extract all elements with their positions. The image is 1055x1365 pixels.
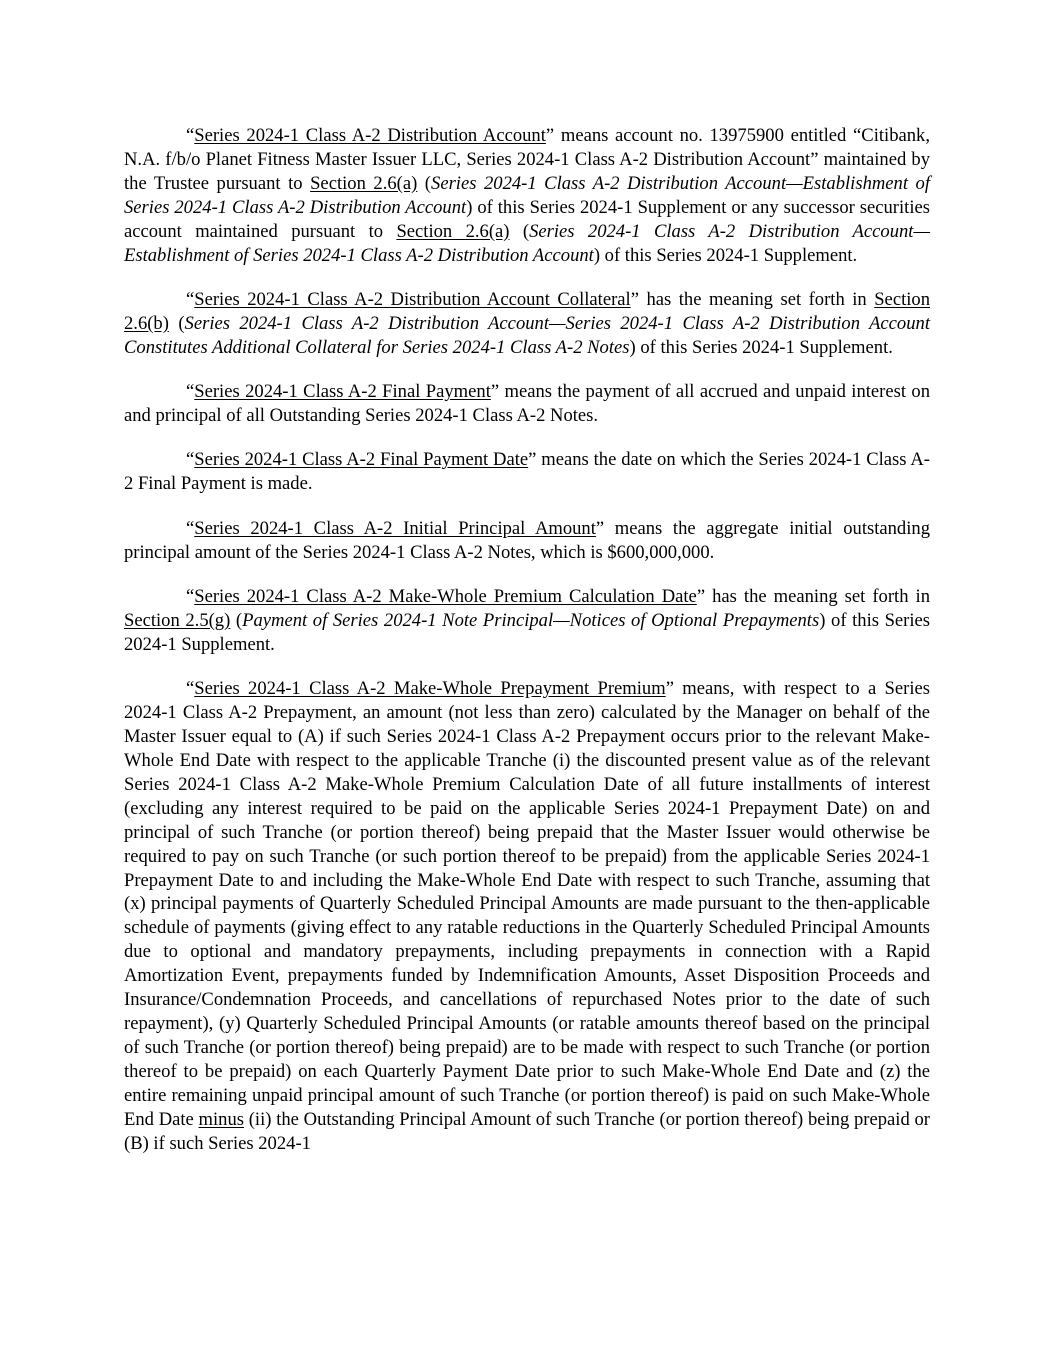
definition-paragraph [124, 677, 930, 1155]
section-reference: Section 2.6(b) [124, 288, 930, 334]
text-run: ) of this Series 2024-1 Supplement. [124, 610, 931, 655]
definition-paragraph [124, 288, 930, 360]
text-run: “ [186, 678, 195, 700]
text-run: ( [168, 312, 185, 334]
text-run: ” means account no. 13975900 entitled “Citibank, N.A. f/b/o Planet Fitness Master Issuer LLC, Series 2024-1 Class A-2 Distribution Account” maintained by the Trustee pursuant to [124, 125, 930, 194]
emphasis-term: minus [198, 1108, 244, 1130]
text-run: ” means, with respect to a Series 2024-1 Class A-2 Prepayment, an amount (not less than zero) calculated by the Manager on behalf of the Master Issuer equal to (A) if such Series 2024-1 Class A-2 Prepayment occurs prior to the relevant Make-Whole End Date with respect to the applicable Tranche (i) the discounted present value as of the relevant Series 2024-1 Class A-2 Make-Whole Premium Calculation Date of all future installments of interest (excluding any interest required to be paid on the applicable Series 2024-1 Prepayment Date) on and principal of such Tranche (or portion thereof) being prepaid that the Master Issuer would otherwise be required to pay on such Tranche (or such portion thereof to be prepaid) from the applicable Series 2024-1 Prepayment Date to and including the Make-Whole End Date with respect to such Tranche, assuming that (x) principal payments of Quarterly Scheduled Principal Amounts are made pursuant to the then-applicable schedule of payments (giving effect to any ratable reductions in the Quarterly Scheduled Principal Amounts due to optional and mandatory prepayments, including prepayments in connection with a Rapid Amortization Event, prepayments funded by Indemnification Amounts, Asset Disposition Proceeds and Insurance/Condemnation Proceeds, and cancellations of repurchased Notes prior to the date of such repayment), (y) Quarterly Scheduled Principal Amounts (or ratable amounts thereof based on the principal of such Tranche (or portion thereof) being prepaid) are to be made with respect to such Tranche (or portion thereof to be prepaid) on each Quarterly Payment Date prior to such Make-Whole End Date and (z) the entire remaining unpaid principal amount of such Tranche (or portion thereof) is paid on such Make-Whole End Date [124, 678, 930, 1130]
defined-term: Series 2024-1 Class A-2 Final Payment [194, 381, 491, 403]
text-run: ” has the meaning set forth in [696, 586, 930, 608]
document-page [124, 124, 930, 1176]
text-run: “ [186, 517, 195, 539]
text-run: ” means the payment of all accrued and unpaid interest on and principal of all Outstanding Series 2024-1 Class A-2 Notes. [124, 381, 930, 427]
text-run: ( [509, 220, 530, 242]
text-run: ) of this Series 2024-1 Supplement. [593, 244, 858, 266]
text-run: “ [186, 449, 195, 471]
section-reference: Section 2.6(a) [396, 220, 510, 242]
text-run: “ [186, 125, 195, 146]
text-run: “ [186, 586, 195, 608]
section-reference: Section 2.6(a) [310, 172, 418, 194]
text-run: “ [186, 381, 195, 403]
text-run: ( [230, 610, 243, 631]
defined-term: Series 2024-1 Class A-2 Make-Whole Premium Calculation Date [194, 586, 697, 608]
section-caption: Series 2024-1 Class A-2 Distribution Account—Establishment of Series 2024-1 Class A-2 Distribution Account [124, 220, 930, 266]
defined-term: Series 2024-1 Class A-2 Final Payment Date [194, 449, 529, 471]
text-run: “ [186, 288, 195, 310]
section-caption: Series 2024-1 Class A-2 Distribution Account—Series 2024-1 Class A-2 Distribution Account Constitutes Additional Collateral for Series 2024-1 Class A-2 Notes [124, 312, 930, 358]
definition-paragraph [124, 585, 930, 657]
defined-term: Series 2024-1 Class A-2 Initial Principal Amount [194, 517, 596, 539]
text-run: ” means the aggregate initial outstanding principal amount of the Series 2024-1 Class A-2 Notes, which is $600,000,000. [124, 517, 930, 563]
text-run: ) of this Series 2024-1 Supplement or any successor securities account maintained pursuant to [124, 196, 930, 242]
definition-paragraph [124, 124, 930, 267]
defined-term: Series 2024-1 Class A-2 Distribution Account [194, 125, 546, 146]
definition-paragraph [124, 517, 930, 565]
defined-term: Series 2024-1 Class A-2 Distribution Account Collateral [194, 288, 631, 310]
definition-paragraph [124, 448, 930, 496]
section-caption: Series 2024-1 Class A-2 Distribution Account—Establishment of Series 2024-1 Class A-2 Distribution Account [124, 172, 931, 218]
text-run: ( [417, 172, 432, 194]
text-run: ” has the meaning set forth in [630, 288, 875, 310]
text-run: ) of this Series 2024-1 Supplement. [629, 336, 893, 358]
text-run: (ii) the Outstanding Principal Amount of such Tranche (or portion thereof) being prepaid or (B) if such Series 2024-1 [124, 1108, 930, 1154]
definition-paragraph [124, 380, 930, 428]
text-run: ” means the date on which the Series 2024-1 Class A-2 Final Payment is made. [124, 449, 930, 495]
section-caption: Payment of Series 2024-1 Note Principal—Notices of Optional Prepayments [242, 610, 820, 631]
defined-term: Series 2024-1 Class A-2 Make-Whole Prepayment Premium [194, 678, 666, 700]
section-reference: Section 2.5(g) [124, 610, 231, 631]
